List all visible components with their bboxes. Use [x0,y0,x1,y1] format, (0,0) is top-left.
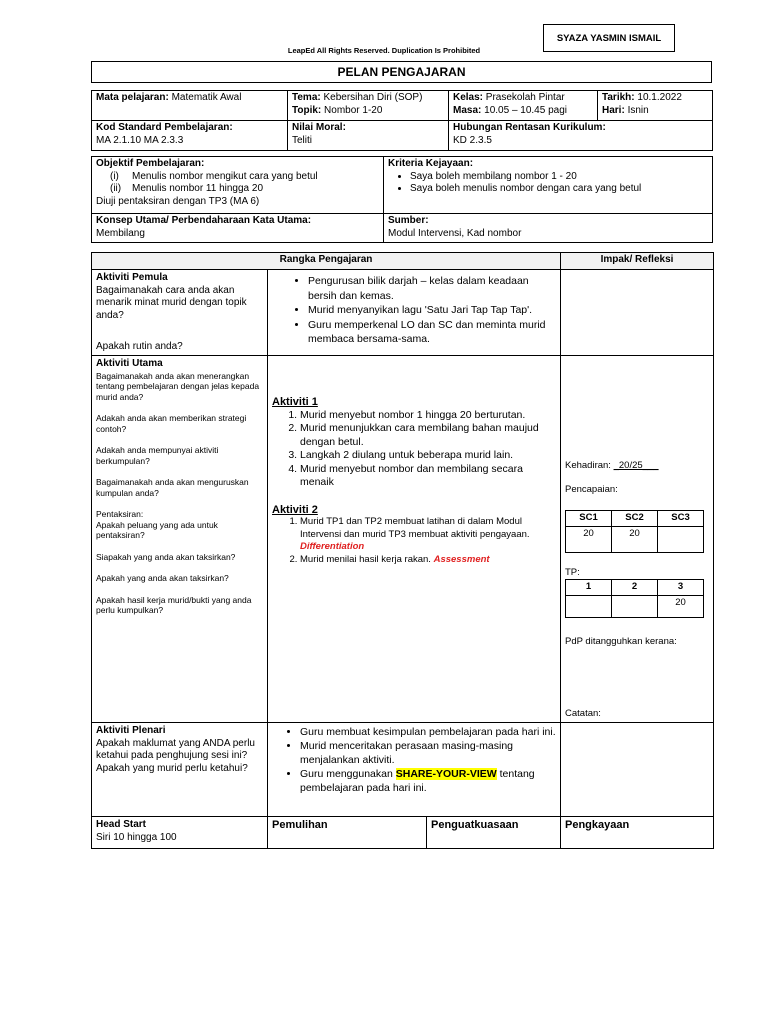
framework-table [91,252,714,849]
start-bullet: • Pengurusan bilik darjah – kelas dalam keadaan bersih dan kemas. [308,274,556,303]
objectives-cell: Objektif Pembelajaran: (i) Menulis nombor mengikut cara yang betul (ii) Menulis nombor 11 hingga 20 Diuji pentaksiran dengan TP3 (MA 6) [92,157,384,214]
theme-topic-cell: Tema: Kebersihan Diri (SOP) Topik: Nombor 1-20 [288,91,449,121]
plenary-bullet: • Guru membuat kesimpulan pembelajaran pada hari ini. [300,725,556,739]
enrichment-cell: Pengkayaan [561,817,714,849]
objectives-table [91,156,713,243]
headstart-cell: Head Start Siri 10 hingga 100 [92,817,268,849]
teacher-name-box: SYAZA YASMIN ISMAIL [543,24,675,52]
class-time-cell: Kelas: Prasekolah Pintar Masa: 10.05 – 10.45 pagi [449,91,598,121]
curriculum-link-cell: Hubungan Rentasan Kurikulum: KD 2.3.5 [449,121,713,151]
framework-header: Rangka Pengajaran [92,253,561,270]
activity-2-title: Aktiviti 2 [272,503,318,516]
info-table [91,90,713,151]
share-your-view-highlight: SHARE-YOUR-VIEW [395,768,497,780]
activity-1-step: 3. Langkah 2 diulang untuk beberapa murid lain. [300,449,556,463]
activity-1-title: Aktiviti 1 [272,396,318,408]
start-activity-content [268,270,561,356]
plenary-content [268,723,561,817]
activity-1-step: 2. Murid menunjukkan cara membilang bahan maujud dengan betul. [300,422,556,449]
page-title: PELAN PENGAJARAN [91,61,712,83]
concept-cell: Konsep Utama/ Perbendaharaan Kata Utama: Membilang [92,214,384,243]
start-bullet: • Murid menyanyikan lagu 'Satu Jari Tap Tap Tap'. [308,303,556,318]
copyright-notice: LeapEd All Rights Reserved. Duplication Is Prohibited [287,46,481,55]
activity-2-step: 2. Murid menilai hasil kerja rakan. Assessment [300,554,556,567]
main-activity-prompt: Aktiviti Utama Bagaimanakah anda akan menerangkan tentang pembelajaran dengan jelas kepada murid anda? Adakah anda akan memberikan strategi contoh? Adakah anda mempunyai aktiviti berkumpulan? Bagaimanakah anda akan menguruskan kumpulan anda? Pentaksiran: Apakah peluang yang ada untuk pentaksiran? Siapakah yang anda akan taksirkan? Apakah yang anda akan taksirkan? Apakah hasil kerja murid/bukti yang anda perlu kumpulkan? [92,356,268,723]
moral-cell: Nilai Moral: Teliti [288,121,449,151]
plenary-bullet: • Murid menceritakan perasaan masing-masing menjalankan aktiviti. [300,739,556,767]
main-reflection: Kehadiran: _20/25___ Pencapaian: SC1 SC2 SC3 20 20 TP: 1 2 3 20 PdP ditangguhkan kerana: Catatan: [561,356,714,723]
reinforcement-cell: Penguatkuasaan [427,817,561,849]
main-activity-content [268,356,561,723]
start-reflection [561,270,714,356]
start-activity-prompt: Aktiviti Pemula Bagaimanakah cara anda akan menarik minat murid dengan topik anda? Apakah rutin anda? [92,270,268,356]
criteria-item: • Saya boleh menulis nombor dengan cara yang betul [410,183,708,196]
plenary-prompt: Aktiviti Plenari Apakah maklumat yang ANDA perlu ketahui pada penghujung sesi ini? Apakah yang murid perlu ketahui? [92,723,268,817]
criteria-item: • Saya boleh membilang nombor 1 - 20 [410,171,708,184]
subject-cell: Mata pelajaran: Matematik Awal [92,91,288,121]
standard-cell: Kod Standard Pembelajaran: MA 2.1.10 MA 2.3.3 [92,121,288,151]
plenary-bullet: • Guru menggunakan SHARE-YOUR-VIEW tentang pembelajaran pada hari ini. [300,767,556,795]
criteria-cell: Kriteria Kejayaan: • Saya boleh membilang nombor 1 - 20 • Saya boleh menulis nombor dengan cara yang betul [384,157,713,214]
activity-1-step: 4. Murid menyebut nombor dan membilang secara menaik [300,463,556,490]
activity-2-step: 1. Murid TP1 dan TP2 membuat latihan di dalam Modul Intervensi dan murid TP3 membuat aktiviti pengayaan. Differentiation [300,516,556,554]
reflection-header: Impak/ Refleksi [561,253,714,270]
start-bullet: • Guru memperkenal LO dan SC dan meminta murid membaca bersama-sama. [308,318,556,347]
remedial-cell: Pemulihan [268,817,427,849]
date-day-cell: Tarikh: 10.1.2022 Hari: Isnin [598,91,713,121]
tp-table: 1 2 3 20 [565,579,704,618]
sc-table: SC1 SC2 SC3 20 20 [565,510,704,553]
activity-1-step: 1. Murid menyebut nombor 1 hingga 20 berturutan. [300,409,556,423]
source-cell: Sumber: Modul Intervensi, Kad nombor [384,214,713,243]
plenary-reflection [561,723,714,817]
